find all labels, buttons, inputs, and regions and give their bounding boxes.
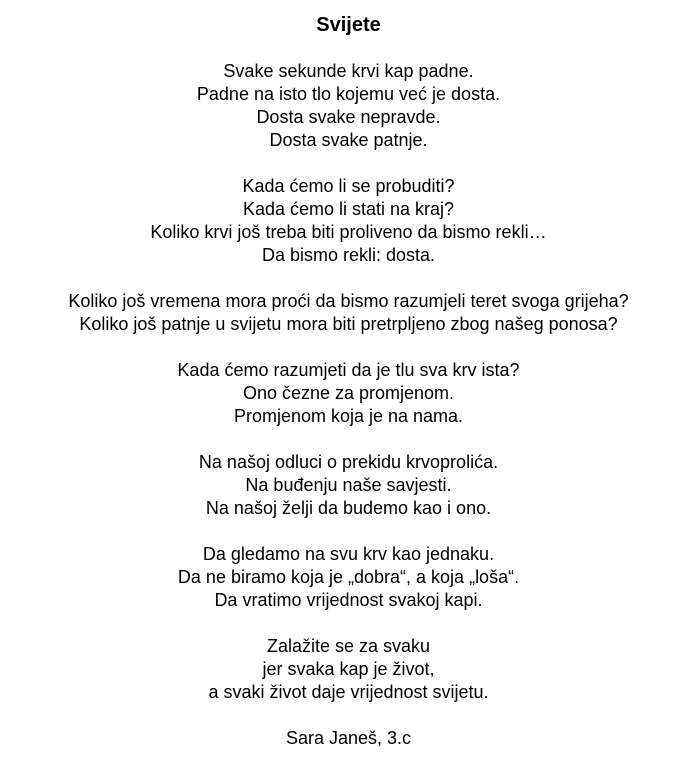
stanza-1 xyxy=(0,60,697,152)
poem-line: Na našoj odluci o prekidu krvoprolića. xyxy=(198,452,499,472)
poem-line: Na buđenju naše savjesti. xyxy=(245,475,452,495)
poem-line: Kada ćemo li stati na kraj? xyxy=(242,199,455,219)
poem-line: Zalažite se za svaku xyxy=(266,636,431,656)
poem-line: Da bismo rekli: dosta. xyxy=(261,245,436,265)
stanza-6 xyxy=(0,543,697,612)
stanza-3 xyxy=(0,290,697,336)
stanza-4 xyxy=(0,359,697,428)
poem-line: Promjenom koja je na nama. xyxy=(233,406,464,426)
poem-line: Na našoj želji da budemo kao i ono. xyxy=(205,498,492,518)
poem-line: a svaki život daje vrijednost svijetu. xyxy=(208,682,489,702)
poem-line: Koliko još patnje u svijetu mora biti pretrpljeno zbog našeg ponosa? xyxy=(79,314,618,334)
poem-line: Koliko još vremena mora proći da bismo razumjeli teret svoga grijeha? xyxy=(68,291,629,311)
poem-line: jer svaka kap je život, xyxy=(262,659,435,679)
poem-line: Da vratimo vrijednost svakoj kapi. xyxy=(214,590,483,610)
poem-line: Koliko krvi još treba biti proliveno da bismo rekli… xyxy=(150,222,547,242)
poem-line: Padne na isto tlo kojemu već je dosta. xyxy=(196,84,501,104)
poem-line: Ono čezne za promjenom. xyxy=(242,383,455,403)
poem-line: Dosta svake patnje. xyxy=(269,130,428,150)
poem-line: Da ne biramo koja je „dobra“, a koja „loša“. xyxy=(177,567,520,587)
poem-line: Dosta svake nepravde. xyxy=(256,107,441,127)
poem-line: Da gledamo na svu krv kao jednaku. xyxy=(202,544,495,564)
poem-line: Kada ćemo li se probuditi? xyxy=(242,176,455,196)
poem-title: Svijete xyxy=(316,14,381,36)
poem-line: Kada ćemo razumjeti da je tlu sva krv ista? xyxy=(177,360,520,380)
stanza-7 xyxy=(0,635,697,704)
stanza-2 xyxy=(0,175,697,267)
poem-author: Sara Janeš, 3.c xyxy=(285,728,412,748)
poem-line: Svake sekunde krvi kap padne. xyxy=(223,61,474,81)
stanza-5 xyxy=(0,451,697,520)
